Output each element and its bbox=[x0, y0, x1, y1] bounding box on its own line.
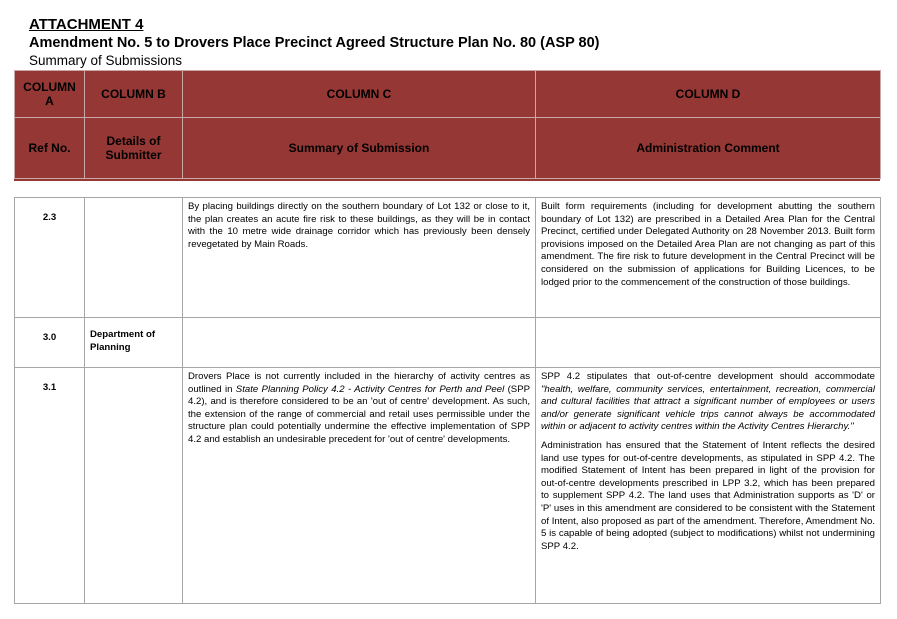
document-title: Amendment No. 5 to Drovers Place Precinct Agreed Structure Plan No. 80 (ASP 80) bbox=[29, 35, 600, 51]
comment-paragraph: Administration has ensured that the Statement of Intent reflects the desired land use types for out-of-centre developments, as stipulated in SPP 4.2. The modified Statement of Intent has been prepared in light of the provision for out-of-centre developments prescribed in LPP 3.2, which has been prepared to supplement SPP 4.2. The land uses that Administration supports as 'D' or 'P' uses in this amendment are considered to be consistent with the Statement of Intent, also proposed as part of the amendment. Therefore, Amendment No. 5 is capable of being adopted (subject to modifications) whilst not undermining SPP 4.2. bbox=[541, 439, 875, 552]
comment-paragraph bbox=[541, 371, 875, 434]
column-c-header: COLUMN C bbox=[183, 71, 536, 118]
summary-text-cont: (SPP 4.2), and is therefore considered to be an 'out of centre' development. As such, the extension of the range of commercial and retail uses permissible under the structure plan could potentially undermine the effective implementation of SPP 4.2 and establish an undesirable precedent for 'out of centre' developments. bbox=[188, 383, 530, 445]
table-row bbox=[15, 318, 881, 368]
summary-header: Summary of Submission bbox=[183, 118, 536, 179]
summary-cell: By placing buildings directly on the southern boundary of Lot 132 or close to it, the plan creates an acute fire risk to these buildings, as they will be in contact with the 10 metre wide drainage corridor which has previously been densely revegetated by Main Roads. bbox=[183, 198, 536, 318]
summary-cell bbox=[183, 318, 536, 368]
column-letter-row bbox=[15, 71, 881, 118]
ref-no-cell: 3.1 bbox=[15, 368, 85, 604]
submitter-cell bbox=[85, 198, 183, 318]
ref-no-cell: 3.0 bbox=[15, 318, 85, 368]
attachment-label: ATTACHMENT 4 bbox=[29, 16, 144, 33]
submitter-header: Details of Submitter bbox=[85, 118, 183, 179]
comment-cell bbox=[536, 368, 881, 604]
column-header-table bbox=[14, 70, 881, 179]
summary-cell bbox=[183, 368, 536, 604]
document-subtitle: Summary of Submissions bbox=[29, 53, 183, 68]
submissions-table bbox=[14, 197, 881, 604]
submitter-cell bbox=[85, 368, 183, 604]
comment-cell: Built form requirements (including for development abutting the southern boundary of Lot 132) are prescribed in a Detailed Area Plan for the Central Precinct, certified under Delegated Authority on 28 November 2013. Built form provisions imposed on the Detailed Area Plan are not changing as part of this amendment. The fire risk to future development in the Central Precinct will be considered on the submission of applications for Building Licences, to be lodged prior to the commencement of the construction of those buildings. bbox=[536, 198, 881, 318]
comment-text: SPP 4.2 stipulates that out-of-centre development should accommodate bbox=[541, 371, 875, 382]
comment-header: Administration Comment bbox=[536, 118, 881, 179]
column-a-header: COLUMN A bbox=[15, 71, 85, 118]
column-b-header: COLUMN B bbox=[85, 71, 183, 118]
table-row bbox=[15, 198, 881, 318]
ref-no-header: Ref No. bbox=[15, 118, 85, 179]
comment-cell bbox=[536, 318, 881, 368]
column-d-header: COLUMN D bbox=[536, 71, 881, 118]
column-title-row bbox=[15, 118, 881, 179]
header-divider bbox=[14, 179, 880, 181]
submitter-cell: Department of Planning bbox=[85, 318, 183, 368]
table-row bbox=[15, 368, 881, 604]
summary-policy-title: State Planning Policy 4.2 - Activity Centres for Perth and Peel bbox=[235, 383, 505, 395]
document-heading bbox=[29, 16, 600, 69]
comment-quote: "health, welfare, community services, entertainment, recreation, commercial and cultural facilities that attract a significant number of employees or users and/or generate significant vehicle trips cannot always be accommodated within or adjacent to activity centres within the Activity Centres Hierarchy." bbox=[541, 383, 875, 433]
ref-no-cell: 2.3 bbox=[15, 198, 85, 318]
summary-text: Drovers Place is not currently included in the hierarchy of activity centres as outlined in bbox=[188, 371, 530, 395]
